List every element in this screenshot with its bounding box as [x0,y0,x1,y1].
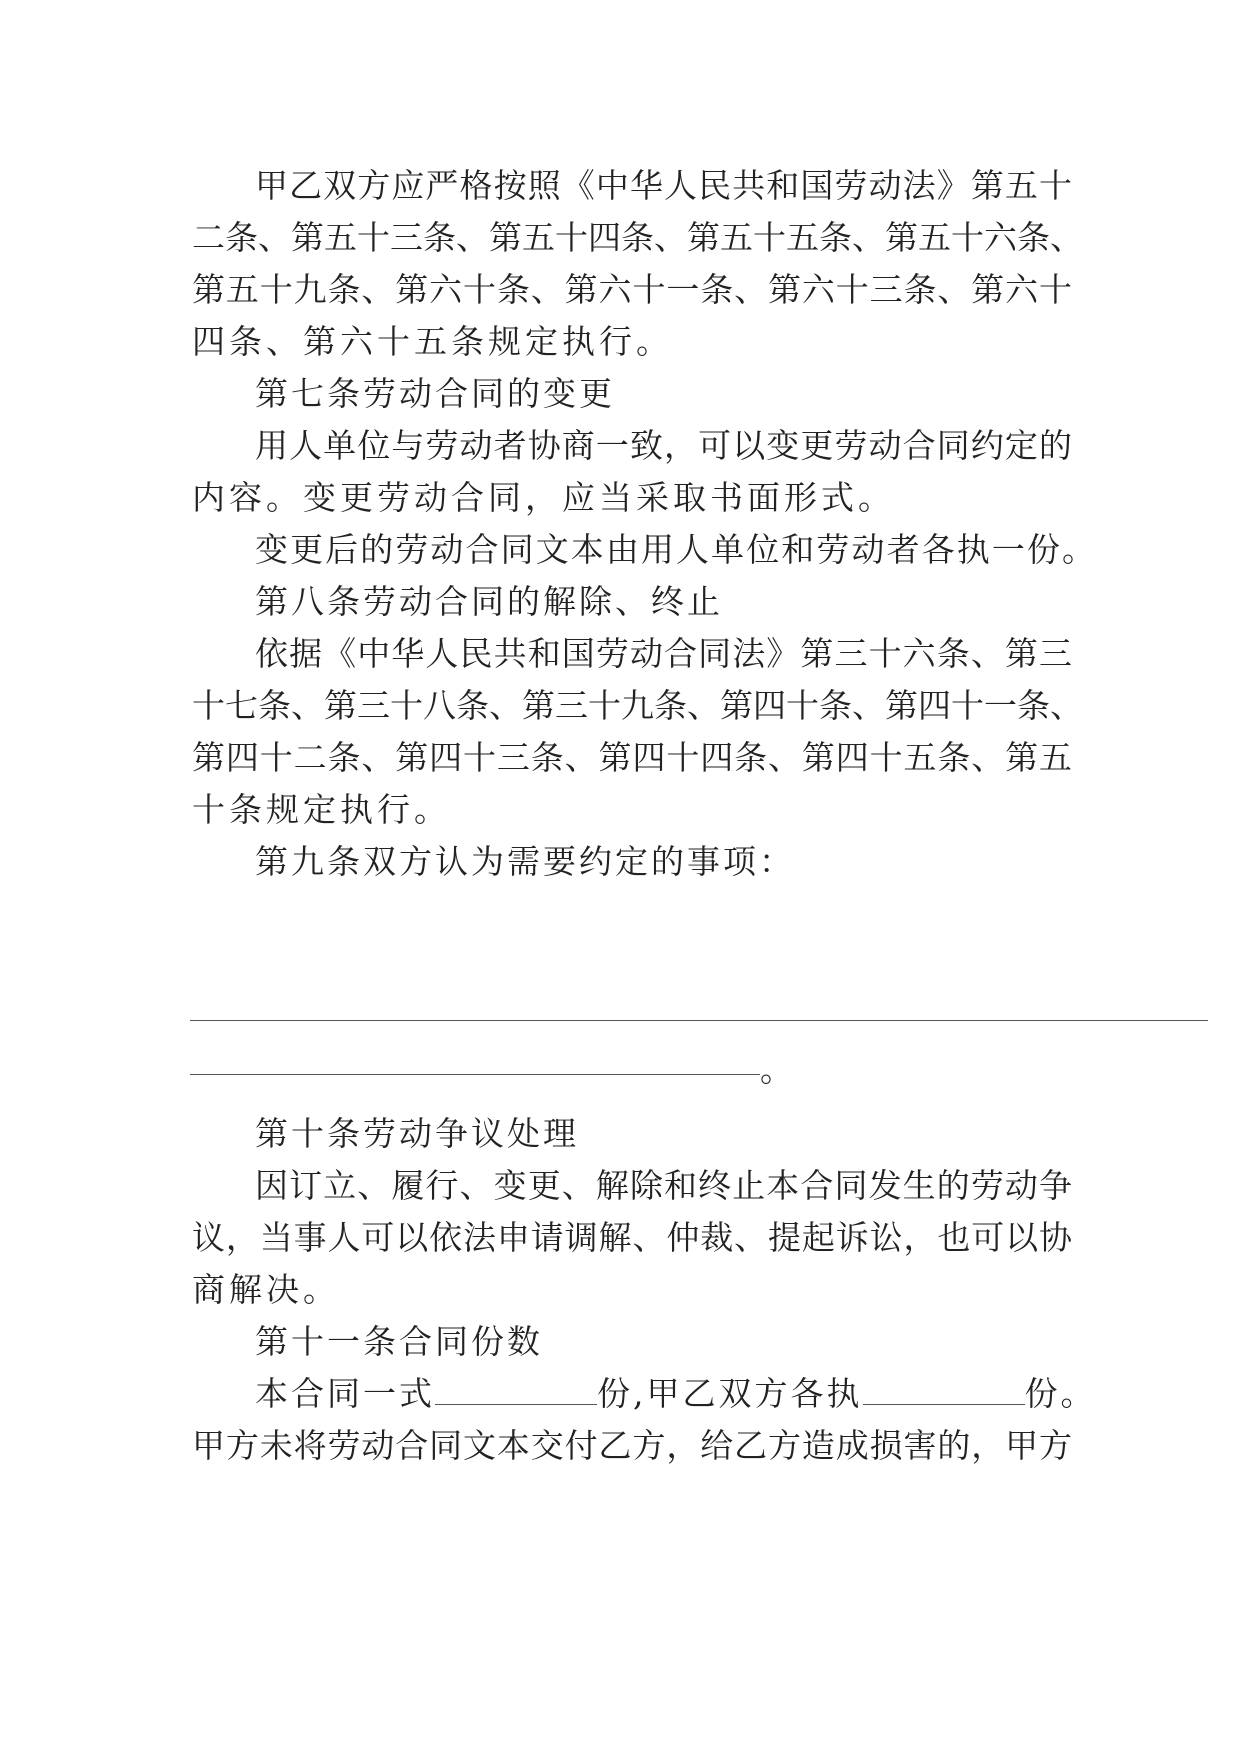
copies-prefix: 本合同一式 [255,1374,435,1413]
fill-in-end-mark: 。 [760,1050,793,1089]
total-copies-field[interactable] [435,1374,597,1405]
paragraph-line: 议，当事人可以依法申请调解、仲裁、提起诉讼，也可以协 [192,1218,1072,1257]
paragraph-line: 十条规定执行。 [192,790,451,829]
paragraph-line: 第四十二条、第四十三条、第四十四条、第四十五条、第五 [192,738,1072,777]
copies-mid: 份,甲乙双方各执 [597,1374,863,1413]
paragraph-line: 因订立、履行、变更、解除和终止本合同发生的劳动争 [255,1166,1072,1205]
article-heading: 第八条劳动合同的解除、终止 [255,582,723,621]
paragraph-line: 十七条、第三十八条、第三十九条、第四十条、第四十一条、 [192,686,1083,725]
paragraph-line: 变更后的劳动合同文本由用人单位和劳动者各执一份。 [255,530,1095,569]
paragraph-line: 内容。变更劳动合同，应当采取书面形式。 [192,478,895,517]
article-heading: 第九条双方认为需要约定的事项： [255,842,795,881]
paragraph-line: 四条、第六十五条规定执行。 [192,322,673,361]
paragraph-line: 二条、第五十三条、第五十四条、第五十五条、第五十六条、 [192,218,1083,257]
paragraph-line: 依据《中华人民共和国劳动合同法》第三十六条、第三 [255,634,1072,673]
paragraph-line: 商解决。 [192,1270,340,1309]
paragraph-line: 甲乙双方应严格按照《中华人民共和国劳动法》第五十 [255,166,1072,205]
fill-in-line[interactable] [190,1074,760,1075]
copies-suffix: 份。 [1024,1374,1097,1413]
article-heading: 第十条劳动争议处理 [255,1114,579,1153]
copies-line [255,1364,1095,1424]
paragraph-line: 第五十九条、第六十条、第六十一条、第六十三条、第六十 [192,270,1072,309]
fill-in-line[interactable] [190,1020,1208,1021]
paragraph-line: 用人单位与劳动者协商一致，可以变更劳动合同约定的 [255,426,1072,465]
article-heading: 第七条劳动合同的变更 [255,374,615,413]
article-heading: 第十一条合同份数 [255,1322,543,1361]
paragraph-line: 甲方未将劳动合同文本交付乙方，给乙方造成损害的，甲方 [192,1426,1072,1465]
each-party-copies-field[interactable] [863,1374,1025,1405]
